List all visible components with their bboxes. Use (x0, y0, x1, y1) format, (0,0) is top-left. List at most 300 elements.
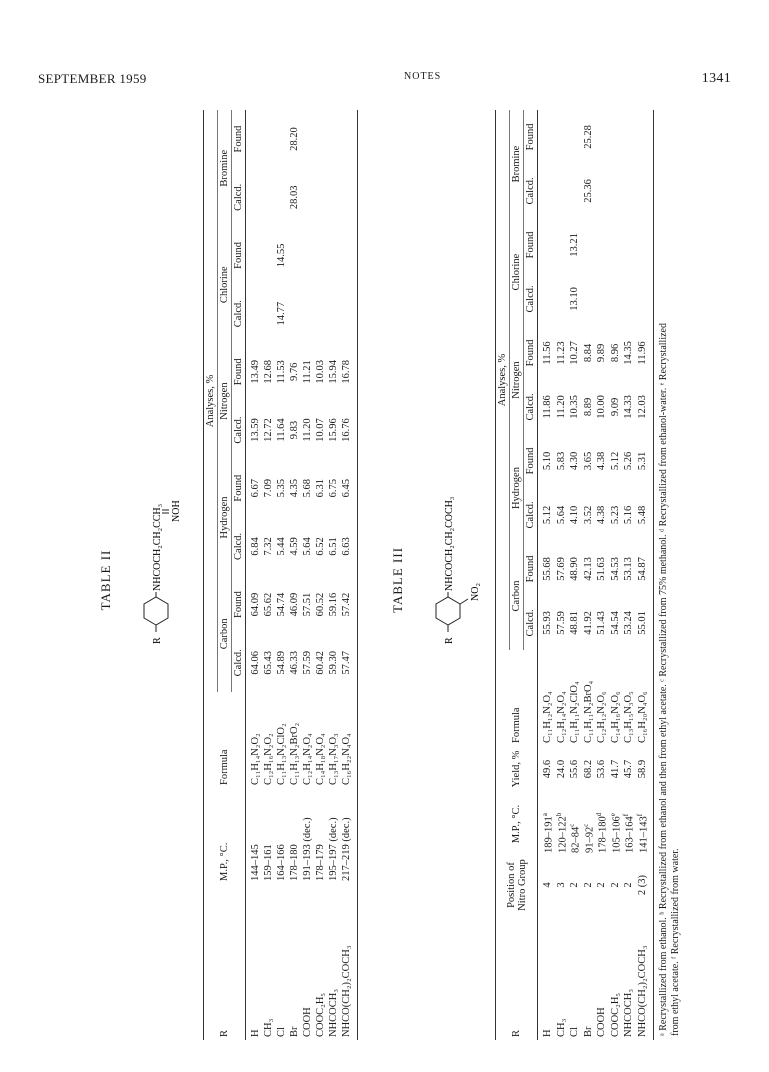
table-cell: 6.52 (315, 537, 326, 556)
col-n-found: Found (525, 339, 536, 367)
col-hydrogen: Hydrogen (218, 459, 232, 575)
col-br-found: Found (233, 125, 244, 153)
mp-value: 105–106 (611, 816, 622, 853)
table-cell: 6.75 (328, 479, 339, 498)
table-cell (314, 168, 327, 226)
mp-value: 189–191 (543, 816, 555, 853)
table-cell: C₁₂H₁₆N₂O₂ (263, 733, 274, 785)
table-2-title: TABLE II (98, 549, 113, 611)
table-cell: 6.84 (250, 537, 261, 556)
table-cell: C₁₆H₂₂N₄O₄ (341, 733, 352, 785)
table-cell: NHCOCH₃ (623, 989, 635, 1037)
table-cell: 46.09 (289, 592, 300, 617)
table-cell: 64.06 (250, 650, 261, 675)
table-cell: 57.51 (302, 592, 313, 617)
table-cell: 12.03 (636, 395, 648, 419)
mp-value: 178–180 (597, 816, 609, 853)
col-c-calcd: Calcd. (233, 649, 244, 677)
col-h-found: Found (233, 474, 244, 502)
table-cell: 7.09 (263, 479, 274, 498)
table-row (246, 110, 263, 1040)
col-cl-calcd: Calcd. (525, 285, 536, 313)
table-cell: 5.10 (542, 451, 554, 471)
table-cell: 2 (609, 882, 621, 888)
table-cell (340, 227, 358, 285)
table-cell: 10.03 (315, 360, 326, 384)
table-cell: NHCO(CH₂)₂COCH₃ (636, 945, 648, 1037)
table-cell: 65.62 (263, 592, 274, 617)
mp-value: 141–143 (638, 816, 649, 853)
table-cell: 57.69 (555, 557, 567, 581)
table-cell: 2 (596, 882, 608, 888)
col-chlorine: Chlorine (510, 218, 524, 326)
table-cell: 14.33 (623, 395, 635, 419)
table-cell: COOC₂H₅ (315, 992, 326, 1037)
table-cell: 54.54 (609, 611, 621, 635)
table-cell (301, 227, 314, 285)
table-cell: 25.36 (582, 179, 594, 203)
table-cell (262, 227, 275, 285)
table-cell: COOC₂H₅ (609, 992, 621, 1037)
table-cell (582, 218, 596, 272)
table-cell (275, 168, 288, 226)
table-cell (327, 110, 340, 168)
page-number: 1341 (701, 71, 731, 86)
table-cell (246, 284, 263, 342)
table-cell: 8.89 (582, 397, 594, 417)
table-cell: 13.10 (569, 287, 581, 311)
table-2-structure-diagram (116, 495, 196, 644)
footnote-line-1: ᵃ Recrystallized from ethanol. ᵇ Recrystallized from ethanol and then from ethyl acetate. ᶜ Recrystallized from 75% methanol. ᵈ Recrystallized from ethanol-water. ᵉ Recrystallized (658, 323, 669, 1036)
table-cell: 6.63 (341, 537, 352, 556)
table-cell: C₁₁H₁₁N₂ClO₄ (569, 681, 581, 743)
table-cell (636, 110, 654, 164)
table-row (327, 110, 340, 1040)
table-cell: 5.12 (542, 505, 554, 525)
col-bromine: Bromine (510, 110, 524, 218)
table-3-caption (390, 110, 495, 1040)
table-cell: 4.30 (569, 451, 581, 471)
col-n-calcd: Calcd. (525, 393, 536, 421)
table-cell: 12.72 (263, 418, 274, 442)
table-cell: 11.64 (276, 418, 287, 442)
table-cell: 48.90 (569, 557, 581, 581)
table-cell: 54.53 (609, 557, 621, 581)
col-br-calcd: Calcd. (525, 177, 536, 205)
footnote-marker: f (622, 813, 630, 817)
table-cell: 24.0 (555, 759, 567, 779)
table-cell: 2 (582, 882, 594, 888)
table-cell: NHCOCH₃ (328, 989, 339, 1037)
table-cell: 159–161 (263, 844, 274, 881)
structure-substituent-label: NHCOCH₂CH₂CCH₃ (152, 503, 163, 591)
benzene-ring-shape (436, 597, 460, 625)
col-cl-calcd: Calcd. (233, 300, 244, 328)
table-2 (98, 110, 358, 1040)
table-cell: 7.32 (263, 537, 274, 556)
col-br-found: Found (525, 123, 536, 151)
table-cell (622, 110, 636, 164)
table-cell: 41.92 (582, 611, 594, 635)
col-analyses: Analyses, % (496, 110, 510, 650)
structure-r-label: R (444, 637, 455, 644)
table-cell: 14.55 (276, 243, 287, 268)
table-cell: 5.68 (302, 479, 313, 498)
table-cell (555, 272, 569, 326)
mp-value: 163–164 (624, 816, 636, 853)
table-cell: 28.20 (289, 127, 300, 151)
table-row (595, 110, 609, 1040)
table-cell: 6.67 (250, 479, 261, 498)
table-cell: C₁₂H₁₄N₂O₄ (555, 691, 567, 743)
table-row (622, 110, 636, 1040)
table-cell: 15.96 (328, 418, 339, 442)
table-cell (327, 168, 340, 226)
table-cell: 65.43 (263, 650, 274, 675)
col-br-calcd: Calcd. (233, 183, 244, 211)
table-cell (568, 110, 582, 164)
table-cell: 8.96 (609, 343, 621, 363)
table-cell: 57.47 (341, 650, 352, 675)
table-cell: 11.86 (542, 395, 554, 419)
table-cell (275, 110, 288, 168)
col-chlorine: Chlorine (218, 227, 232, 343)
footnote-marker: d (595, 812, 603, 817)
table-cell: CH₃ (555, 1018, 567, 1037)
table-cell: H (542, 1029, 554, 1037)
table-cell: 2 (3) (636, 874, 648, 896)
table-cell: C₁₁H₁₁N₂BrO₄ (582, 680, 594, 743)
table-cell (568, 164, 582, 218)
table-cell: 2 (569, 882, 581, 888)
table-cell: 15.94 (328, 360, 339, 384)
structure-substituent-label: NHCOCH₂CH₂COCH₃ (444, 496, 455, 591)
table-cell: 28.03 (289, 185, 300, 210)
table-cell: 3.65 (582, 451, 594, 471)
table-cell: 57.59 (555, 611, 567, 635)
table-cell (262, 110, 275, 168)
col-mp: M.P., °C. (511, 804, 522, 844)
footnote-line-2: from ethyl acetate. ᶠ Recrystallized from water. (670, 848, 681, 1036)
table-cell: 5.48 (636, 505, 648, 525)
rotated-tables-area (72, 110, 681, 1040)
table-cell: 2 (623, 882, 635, 888)
table-cell (262, 284, 275, 342)
table-3-grid (495, 110, 654, 1040)
table-cell: 42.13 (582, 557, 594, 581)
table-cell: 16.78 (341, 360, 352, 384)
table-row (609, 110, 623, 1040)
table-cell: 4.38 (596, 505, 608, 525)
col-c-calcd: Calcd. (525, 609, 536, 637)
table-cell-mp (582, 792, 596, 856)
col-analyses: Analyses, % (204, 110, 218, 692)
table-cell: 6.51 (328, 537, 339, 556)
col-hydrogen: Hydrogen (510, 434, 524, 542)
col-bromine: Bromine (218, 110, 232, 227)
col-formula: Formula (219, 749, 230, 785)
table-cell: C₁₆H₂₀N₄O₆ (636, 691, 648, 743)
mp-value: 82–84 (570, 826, 582, 853)
col-nitrogen: Nitrogen (510, 326, 524, 434)
table-cell: 12.68 (263, 360, 274, 384)
table-cell: 11.20 (302, 418, 313, 442)
mp-value: 91–92 (584, 826, 595, 853)
table-cell: 178–179 (315, 844, 326, 881)
table-cell: C₁₄H₁₈N₂O₄ (315, 733, 326, 785)
table-cell (555, 218, 569, 272)
col-c-found: Found (525, 555, 536, 583)
structure-r-label: R (152, 637, 163, 644)
table-cell (636, 218, 654, 272)
table-cell (609, 272, 623, 326)
table-cell: 5.64 (555, 505, 567, 525)
table-cell: 5.44 (276, 537, 287, 556)
table-row (636, 110, 654, 1040)
table-cell: 13.49 (250, 360, 261, 384)
table-cell: 11.56 (542, 341, 554, 365)
nitro-bond (460, 599, 468, 604)
table-cell: 13.59 (250, 418, 261, 442)
table-cell (314, 110, 327, 168)
table-row (582, 110, 596, 1040)
table-cell: 5.16 (623, 505, 635, 525)
table-cell: 10.27 (569, 341, 581, 365)
table-row (568, 110, 582, 1040)
table-cell: CH₃ (263, 1018, 274, 1037)
benzene-ring-shape (144, 597, 168, 625)
table-2-grid (203, 110, 358, 1040)
table-cell (609, 164, 623, 218)
table-cell: 58.9 (636, 759, 648, 779)
table-cell (538, 164, 555, 218)
table-cell: 3.52 (582, 505, 594, 525)
table-cell: 195–197 (dec.) (328, 817, 339, 881)
table-cell: 55.6 (569, 759, 581, 779)
table-row (340, 110, 358, 1040)
col-carbon: Carbon (218, 576, 232, 692)
table-cell: 5.83 (555, 451, 567, 471)
table-2-caption (98, 110, 203, 1040)
table-3-title: TABLE III (390, 546, 405, 614)
running-head-date: SEPTEMBER 1959 (38, 71, 147, 86)
table-cell: 57.59 (302, 650, 313, 675)
table-cell: 11.53 (276, 360, 287, 384)
table-cell-mp (555, 792, 569, 856)
table-cell (622, 272, 636, 326)
table-cell: 4.38 (596, 451, 608, 471)
table-3-structure-diagram (408, 495, 488, 644)
table-cell: 11.20 (555, 395, 567, 419)
col-cl-found: Found (233, 242, 244, 269)
table-cell-mp (609, 792, 623, 856)
table-cell: C₁₁H₁₃N₂BrO₂ (289, 722, 300, 785)
table-cell: 55.68 (542, 557, 554, 581)
table-cell: 57.42 (341, 592, 352, 617)
table-cell: 5.31 (636, 451, 648, 471)
table-cell: 178–180 (289, 844, 300, 881)
table-cell: COOH (596, 1007, 608, 1037)
table-row (262, 110, 275, 1040)
table-cell: Cl (569, 1027, 581, 1037)
table-cell (538, 272, 555, 326)
table-cell: 4.59 (289, 537, 300, 556)
table-cell: 5.23 (609, 505, 621, 525)
table-cell: C₁₁H₁₂N₂O₄ (542, 691, 554, 743)
table-cell: 5.64 (302, 537, 313, 556)
table-row (275, 110, 288, 1040)
table-cell: 59.16 (328, 592, 339, 617)
footnote-marker: e (608, 813, 617, 817)
table-cell (595, 272, 609, 326)
table-cell-mp (595, 792, 609, 856)
table-cell (340, 284, 358, 342)
table-cell: 59.30 (328, 650, 339, 675)
running-head-section: NOTES (404, 71, 442, 82)
table-row (538, 110, 555, 1040)
table-cell: 55.01 (636, 611, 648, 635)
table-cell (288, 227, 301, 285)
col-formula: Formula (511, 707, 522, 743)
col-h-found: Found (525, 447, 536, 475)
col-h-calcd: Calcd. (525, 501, 536, 529)
table-cell (636, 164, 654, 218)
table-cell (340, 168, 358, 226)
table-cell: 6.31 (315, 479, 326, 498)
table-cell (609, 218, 623, 272)
col-carbon: Carbon (510, 542, 524, 650)
table-cell: 64.09 (250, 592, 261, 617)
table-cell: 60.42 (315, 650, 326, 675)
table-cell: COOH (302, 1007, 313, 1037)
col-yield: Yield, % (511, 750, 522, 788)
table-cell: 217–219 (dec.) (341, 817, 352, 881)
table-cell (246, 168, 263, 226)
table-cell: 9.89 (596, 343, 608, 363)
table-cell: C₁₃H₁₅N₃O₅ (623, 691, 635, 743)
table-row (301, 110, 314, 1040)
table-cell: 13.21 (569, 233, 581, 257)
table-cell-mp (568, 792, 582, 856)
table-cell: 25.28 (582, 125, 594, 149)
table-cell: 11.21 (302, 360, 313, 384)
table-cell (262, 168, 275, 226)
table-cell: 54.74 (276, 592, 287, 617)
col-n-found: Found (233, 358, 244, 386)
table-cell (595, 110, 609, 164)
table-cell: 49.6 (542, 759, 554, 779)
table-cell (538, 110, 555, 164)
table-cell (595, 218, 609, 272)
table-3-structure-svg (408, 495, 488, 644)
col-position: Position of Nitro Group (505, 859, 528, 911)
table-cell: 5.12 (609, 451, 621, 471)
table-cell: 4.10 (569, 505, 581, 525)
footnote-marker: a (541, 813, 549, 817)
table-3 (390, 110, 682, 1040)
table-cell: 14.35 (623, 341, 635, 365)
table-cell: 10.00 (596, 395, 608, 419)
table-cell: 11.96 (636, 341, 648, 365)
table-cell: 54.89 (276, 650, 287, 675)
table-cell: 191–193 (dec.) (302, 817, 313, 881)
footnote-marker: c (581, 823, 590, 827)
table-cell (288, 284, 301, 342)
table-cell (595, 164, 609, 218)
table-cell (246, 227, 263, 285)
table-cell: 60.52 (315, 592, 326, 617)
table-cell: 144–145 (250, 844, 261, 881)
table-cell: 16.76 (341, 418, 352, 442)
table-cell: 10.35 (569, 395, 581, 419)
table-cell (609, 110, 623, 164)
table-cell (301, 110, 314, 168)
table-cell (327, 284, 340, 342)
col-cl-found: Found (525, 231, 536, 259)
table-cell (582, 272, 596, 326)
col-mp: M.P., °C. (219, 842, 230, 881)
table-3-body (538, 110, 654, 1040)
table-cell (246, 110, 263, 168)
table-cell: 51.43 (596, 611, 608, 635)
table-cell (538, 218, 555, 272)
table-cell: Cl (276, 1027, 287, 1037)
table-cell: 11.23 (555, 341, 567, 365)
table-2-structure-svg (116, 495, 196, 644)
table-cell: 9.76 (289, 362, 300, 382)
table-cell: 53.6 (596, 759, 608, 779)
table-cell: 14.77 (276, 301, 287, 326)
table-cell: C₁₂H₁₂N₂O₆ (596, 691, 608, 743)
table-cell: 51.63 (596, 557, 608, 581)
table-cell (622, 164, 636, 218)
table-2-body (246, 110, 358, 1040)
table-cell: C₁₁H₁₃N₂ClO₂ (276, 723, 287, 785)
table-cell: 6.45 (341, 479, 352, 498)
structure-nitro-label: NO₂ (470, 583, 481, 601)
table-cell: C₁₃H₁₇N₃O₃ (328, 733, 339, 785)
table-cell (555, 110, 569, 164)
table-cell: Br (289, 1026, 300, 1037)
table-cell: 53.24 (623, 611, 635, 635)
table-row (314, 110, 327, 1040)
table-cell: Br (582, 1026, 594, 1037)
table-cell: 164–166 (276, 844, 287, 881)
table-cell: 8.84 (582, 343, 594, 363)
table-cell: H (250, 1029, 261, 1037)
table-cell: C₁₂H₁₄N₂O₄ (302, 733, 313, 785)
table-cell: 41.7 (609, 759, 621, 779)
table-row (555, 110, 569, 1040)
table-3-footnotes (658, 110, 682, 1040)
footnote-marker: c (568, 823, 576, 827)
table-cell: C₁₄H₁₆N₂O₆ (609, 691, 621, 743)
table-cell: 4 (542, 882, 554, 888)
footnote-marker: f (635, 813, 644, 817)
table-cell (301, 284, 314, 342)
mp-value: 120–122 (557, 816, 568, 853)
table-cell: C₁₁H₁₄N₂O₂ (250, 733, 261, 785)
col-r: R (219, 1029, 230, 1037)
table-cell: 10.07 (315, 418, 326, 442)
table-cell: 5.35 (276, 479, 287, 498)
table-cell (327, 227, 340, 285)
table-cell: 68.2 (582, 759, 594, 779)
table-cell: 48.81 (569, 611, 581, 635)
table-cell: 3 (555, 882, 567, 888)
table-row (288, 110, 301, 1040)
table-cell (636, 272, 654, 326)
